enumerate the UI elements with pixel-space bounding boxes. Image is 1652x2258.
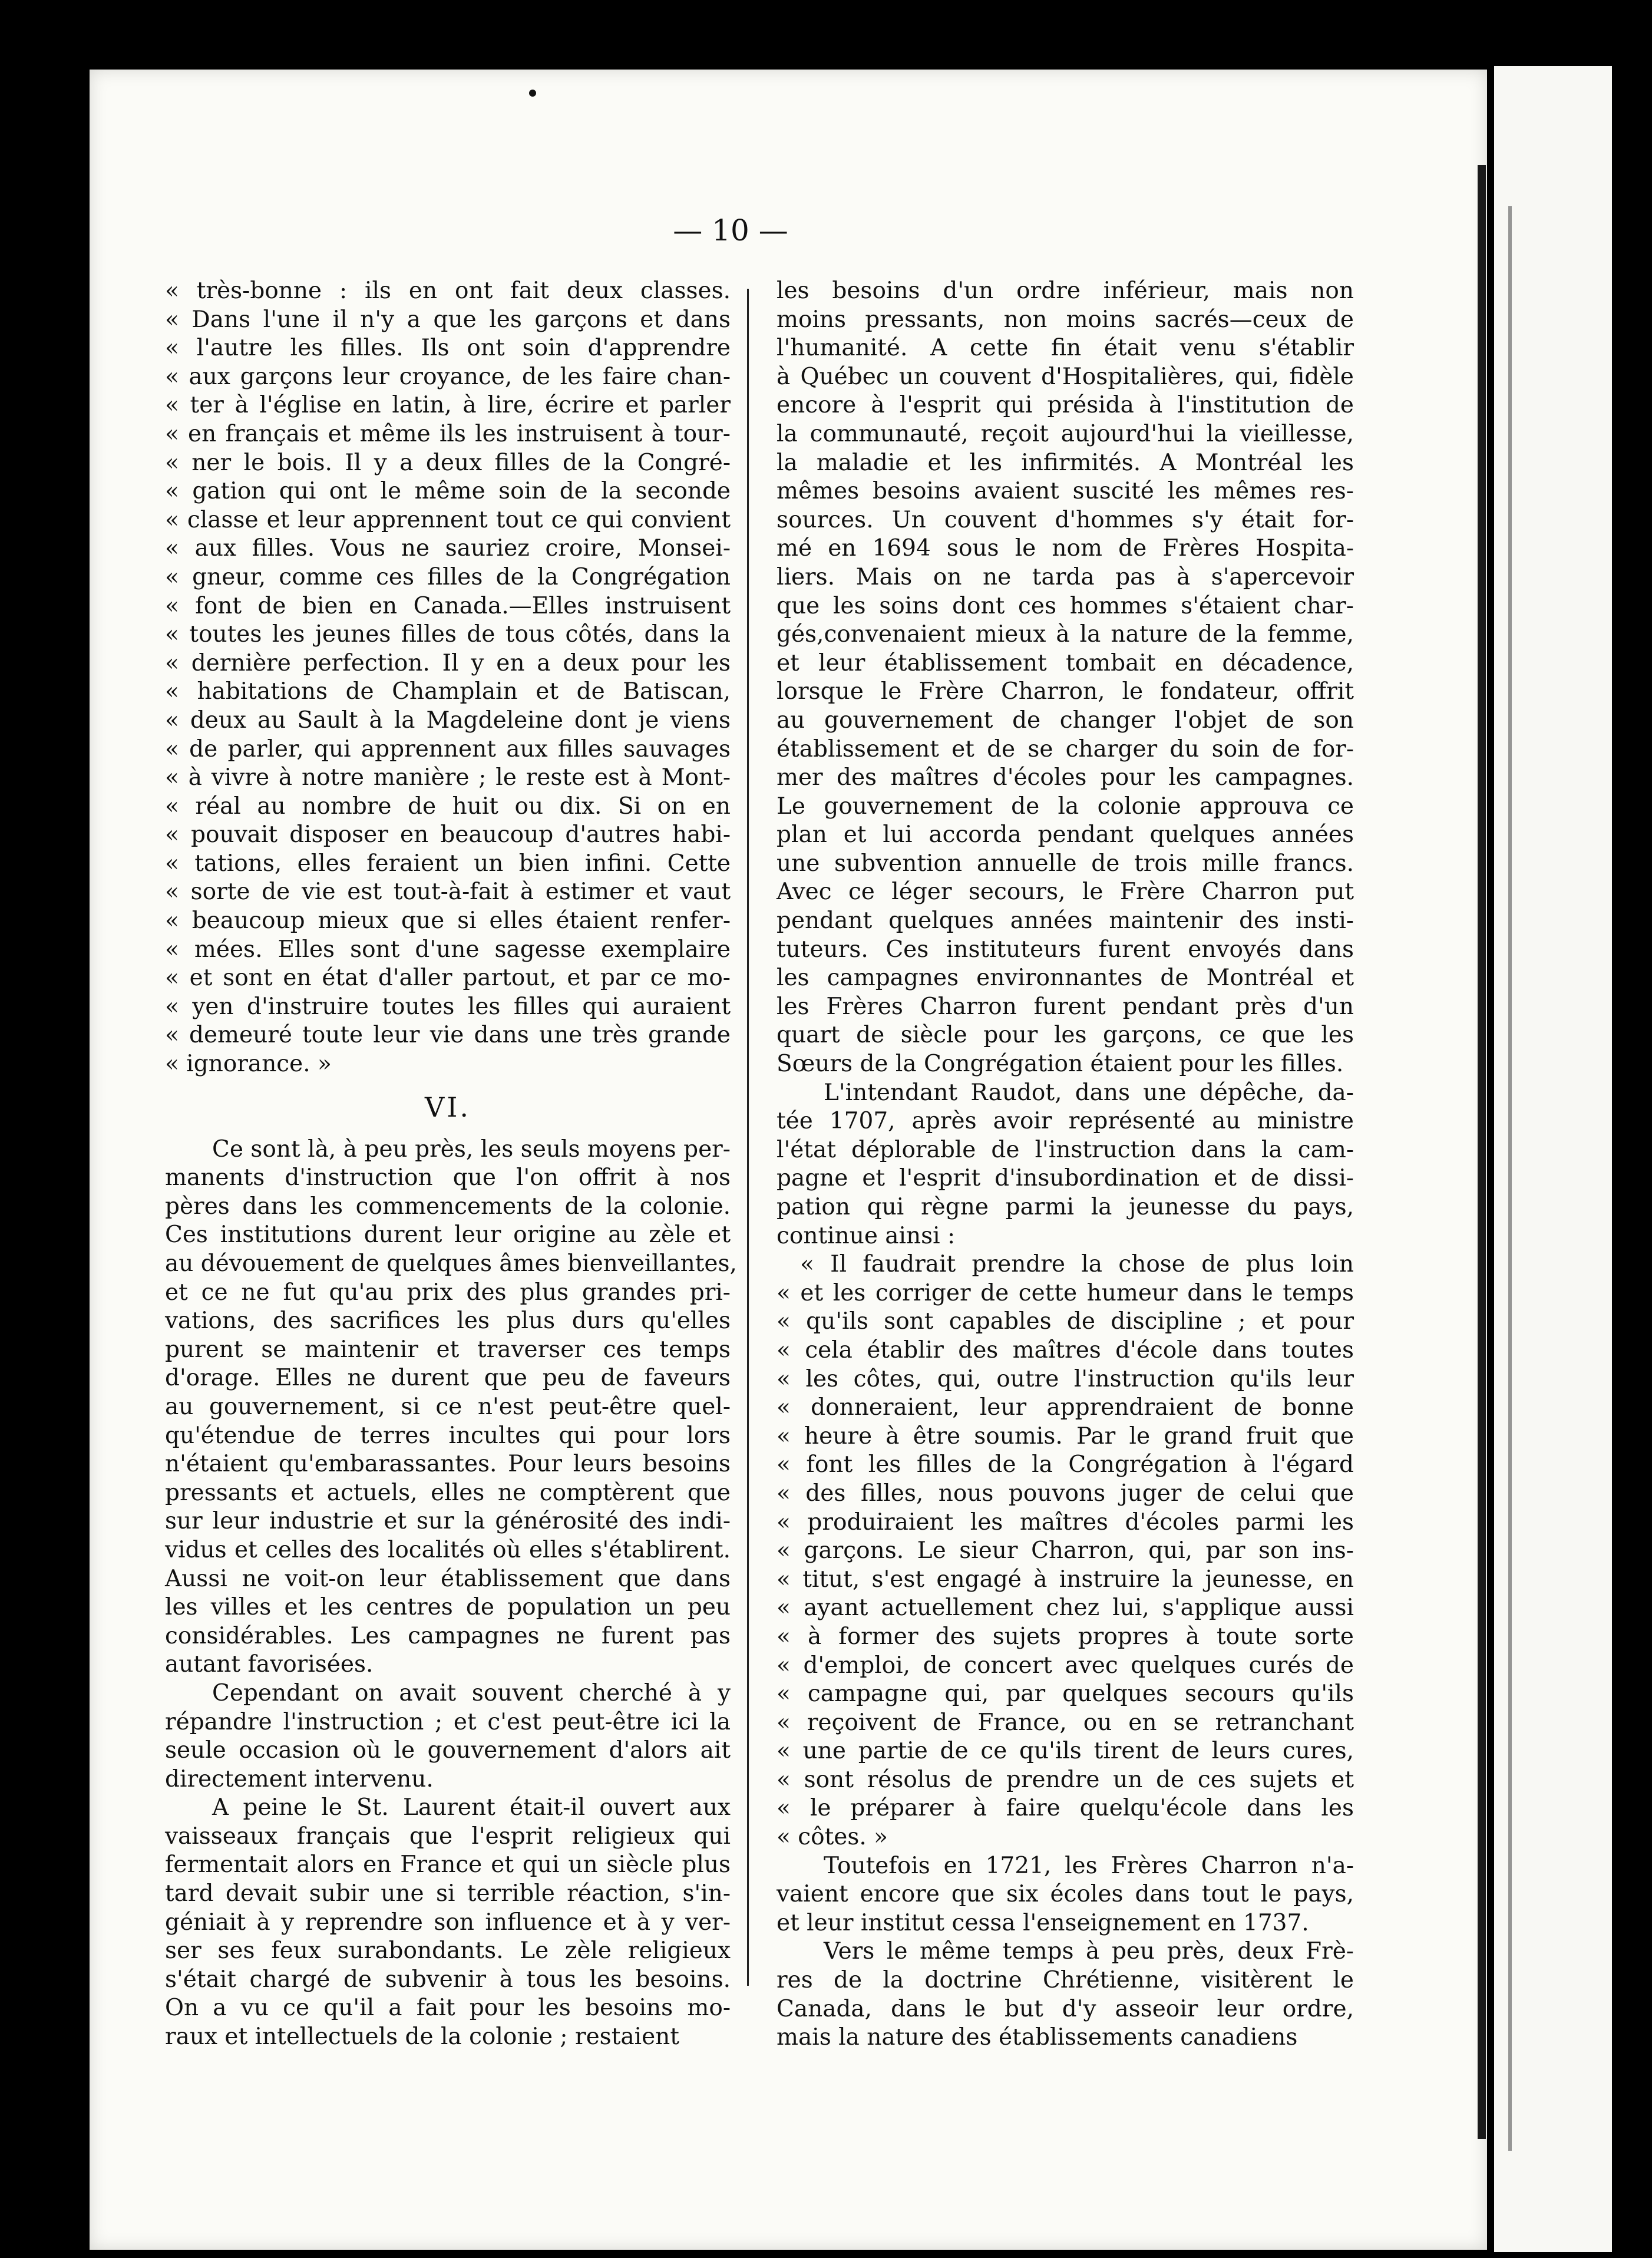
text-line: s'était chargé de subvenir à tous les besoins. bbox=[165, 1966, 731, 1993]
facing-page-edge bbox=[1508, 206, 1512, 2151]
quote-block-1 bbox=[165, 277, 731, 1079]
paragraph-3 bbox=[165, 1794, 731, 2051]
page-edge-shadow bbox=[1478, 165, 1486, 2139]
text-line: à Québec un couvent d'Hospitalières, qui, fidèle bbox=[777, 363, 1354, 390]
text-line: raux et intellectuels de la colonie ; restaient bbox=[165, 2023, 679, 2051]
text-line: « gation qui ont le même soin de la seconde bbox=[165, 478, 731, 505]
text-line: « deux au Sault à la Magdeleine dont je viens bbox=[165, 707, 731, 734]
text-line: « pouvait disposer en beaucoup d'autres habi- bbox=[165, 821, 731, 849]
text-line: pation qui règne parmi la jeunesse du pays, bbox=[777, 1194, 1354, 1220]
text-line: encore à l'esprit qui présida à l'institution de bbox=[777, 392, 1354, 419]
text-line: pagne et l'esprit d'insubordination et de dissi- bbox=[777, 1165, 1354, 1192]
left-column bbox=[165, 277, 737, 2052]
text-line: et ce ne fut qu'au prix des plus grandes pri- bbox=[165, 1279, 731, 1306]
text-line: « tations, elles feraient un bien infini. Cette bbox=[165, 850, 731, 877]
text-line: géniait à y reprendre son influence et à y ver- bbox=[165, 1909, 731, 1936]
text-line: que les soins dont ces hommes s'étaient char- bbox=[777, 592, 1354, 619]
text-line: d'orage. Elles ne durent que peu de faveurs bbox=[165, 1365, 731, 1392]
paragraph-7 bbox=[777, 1937, 1354, 2052]
text-line: fermentait alors en France et qui un siècle plus bbox=[165, 1851, 731, 1879]
text-line: les besoins d'un ordre inférieur, mais non bbox=[777, 278, 1354, 304]
text-line: directement intervenu. bbox=[165, 1765, 434, 1792]
text-line: « les côtes, qui, outre l'instruction qu'ils leur bbox=[777, 1365, 1354, 1392]
text-line: et leur institut cessa l'enseignement en 1737. bbox=[777, 1909, 1309, 1936]
text-line: établissement et de se charger du soin de for- bbox=[777, 735, 1354, 762]
text-line: « mées. Elles sont d'une sagesse exemplaire bbox=[165, 936, 731, 963]
text-line: plan et lui accorda pendant quelques années bbox=[777, 821, 1354, 849]
text-line: « d'emploi, de concert avec quelques curés de bbox=[777, 1652, 1354, 1679]
text-line: pères dans les commencements de la colonie. bbox=[165, 1193, 731, 1220]
text-line: « des filles, nous pouvons juger de celui que bbox=[777, 1480, 1354, 1507]
text-line: « Dans l'une il n'y a que les garçons et dans bbox=[165, 306, 731, 333]
text-line: tée 1707, après avoir représenté au ministre bbox=[777, 1108, 1354, 1135]
text-line: liers. Mais on ne tarda pas à s'apercevoir bbox=[777, 563, 1354, 590]
paragraph-1 bbox=[165, 1135, 737, 1679]
text-line: « campagne qui, par quelques secours qu'ils bbox=[777, 1681, 1354, 1708]
text-line: « Il faudrait prendre la chose de plus loin bbox=[800, 1251, 1354, 1278]
text-line: « à vivre à notre manière ; le reste est à Mont- bbox=[165, 764, 731, 791]
text-line: seule occasion où le gouvernement d'alors ait bbox=[165, 1737, 731, 1764]
text-line: On a vu ce qu'il a fait pour les besoins mo- bbox=[165, 1995, 731, 2022]
text-line: « de parler, qui apprennent aux filles sauvages bbox=[165, 735, 731, 762]
text-line: vaient encore que six écoles dans tout le pays, bbox=[777, 1881, 1354, 1908]
text-line: purent se maintenir et traverser ces temps bbox=[165, 1336, 731, 1363]
text-line: au gouvernement, si ce n'est peut-être quel- bbox=[165, 1393, 731, 1420]
text-line: « l'autre les filles. Ils ont soin d'apprendre bbox=[165, 335, 731, 362]
text-line: « sorte de vie est tout-à-fait à estimer et vaut bbox=[165, 879, 731, 906]
text-line: « dernière perfection. Il y en a deux pour les bbox=[165, 649, 731, 676]
paragraph-4 bbox=[777, 277, 1354, 1079]
text-line: les campagnes environnantes de Montréal et bbox=[777, 965, 1354, 992]
text-line: les villes et les centres de population un peu bbox=[165, 1594, 731, 1621]
text-line: « gneur, comme ces filles de la Congrégation bbox=[165, 563, 731, 590]
right-column bbox=[777, 277, 1354, 2052]
facing-page-strip bbox=[1494, 66, 1612, 2252]
text-line: la communauté, reçoit aujourd'hui la vieillesse, bbox=[777, 420, 1354, 447]
column-divider bbox=[747, 289, 749, 1986]
text-line: sur leur industrie et sur la générosité des indi- bbox=[165, 1508, 731, 1535]
text-line: répandre l'instruction ; et c'est peut-être ici la bbox=[165, 1708, 731, 1735]
text-line: manents d'instruction que l'on offrit à nos bbox=[165, 1164, 731, 1191]
text-line: l'état déplorable de l'instruction dans la cam- bbox=[777, 1136, 1354, 1163]
text-line: tard devait subir une si terrible réaction, s'in- bbox=[165, 1880, 731, 1907]
text-line: « ignorance. » bbox=[165, 1051, 332, 1078]
text-line: Ce sont là, à peu près, les seuls moyens per- bbox=[212, 1135, 731, 1163]
text-line: « produiraient les maîtres d'écoles parmi les bbox=[777, 1508, 1354, 1536]
page-number: — 10 — bbox=[673, 213, 788, 247]
text-line: considérables. Les campagnes ne furent pas bbox=[165, 1622, 731, 1649]
text-line: vidus et celles des localités où elles s'établirent. bbox=[165, 1536, 731, 1563]
text-line: les Frères Charron furent pendant près d'un bbox=[777, 993, 1354, 1020]
text-line: quart de siècle pour les garçons, ce que les bbox=[777, 1022, 1354, 1049]
text-line: « à former des sujets propres à toute sorte bbox=[777, 1623, 1354, 1650]
text-line: Aussi ne voit-on leur établissement que dans bbox=[165, 1565, 731, 1592]
text-line: l'humanité. A cette fin était venu s'établir bbox=[777, 335, 1354, 362]
text-line: « demeuré toute leur vie dans une très grande bbox=[165, 1022, 731, 1049]
text-line: « très-bonne : ils en ont fait deux classes. bbox=[165, 278, 731, 304]
text-line: « classe et leur apprennent tout ce qui convient bbox=[165, 506, 731, 533]
text-line: « le préparer à faire quelqu'école dans les bbox=[777, 1795, 1354, 1822]
text-line: A peine le St. Laurent était-il ouvert aux bbox=[212, 1794, 731, 1821]
text-line: n'étaient qu'embarassantes. Pour leurs besoins bbox=[165, 1451, 731, 1478]
text-line: vations, des sacrifices les plus durs qu'elles bbox=[165, 1308, 731, 1335]
text-line: « aux filles. Vous ne sauriez croire, Monsei- bbox=[165, 535, 731, 562]
text-line: Canada, dans le but d'y asseoir leur ordre, bbox=[777, 1995, 1354, 2022]
text-line: « reçoivent de France, ou en se retranchant bbox=[777, 1709, 1354, 1736]
text-line: « et sont en état d'aller partout, et par ce mo- bbox=[165, 965, 731, 992]
text-line: Vers le même temps à peu près, deux Frè- bbox=[824, 1938, 1354, 1965]
text-line: « qu'ils sont capables de discipline ; et pour bbox=[777, 1308, 1354, 1335]
text-line: qu'étendue de terres incultes qui pour lors bbox=[165, 1422, 731, 1449]
paragraph-5 bbox=[777, 1079, 1354, 1251]
text-line: autant favorisées. bbox=[165, 1651, 374, 1678]
text-line: « toutes les jeunes filles de tous côtés, dans la bbox=[165, 621, 731, 648]
text-line: ser ses feux surabondants. Le zèle religieux bbox=[165, 1937, 731, 1965]
text-line: « et les corriger de cette humeur dans le temps bbox=[777, 1279, 1354, 1306]
text-line: et leur établissement tombait en décadence, bbox=[777, 649, 1354, 676]
text-line: Avec ce léger secours, le Frère Charron put bbox=[777, 879, 1354, 906]
text-line: Cependant on avait souvent cherché à y bbox=[212, 1679, 731, 1706]
text-line: « donneraient, leur apprendraient de bonne bbox=[777, 1394, 1354, 1421]
text-line: Toutefois en 1721, les Frères Charron n'a- bbox=[824, 1852, 1354, 1879]
text-line: pendant quelques années maintenir des insti- bbox=[777, 907, 1354, 935]
text-line: « ayant actuellement chez lui, s'applique aussi bbox=[777, 1595, 1354, 1622]
text-line: « réal au nombre de huit ou dix. Si on en bbox=[165, 793, 731, 820]
text-line: « côtes. » bbox=[777, 1824, 888, 1851]
text-line: lorsque le Frère Charron, le fondateur, offrit bbox=[777, 678, 1354, 705]
text-line: « habitations de Champlain et de Batiscan, bbox=[165, 678, 731, 705]
text-line: « ter à l'église en latin, à lire, écrire et parler bbox=[165, 392, 731, 419]
text-line: continue ainsi : bbox=[777, 1222, 956, 1249]
text-line: « aux garçons leur croyance, de les faire chan- bbox=[165, 363, 731, 390]
text-line: « une partie de ce qu'ils tirent de leurs cures, bbox=[777, 1738, 1354, 1765]
paragraph-6 bbox=[777, 1852, 1354, 1938]
text-line: « en français et même ils les instruisent à tour- bbox=[165, 420, 731, 447]
text-line: res de la doctrine Chrétienne, visitèrent le bbox=[777, 1967, 1354, 1994]
text-line: sources. Un couvent d'hommes s'y était for- bbox=[777, 506, 1354, 533]
text-line: mais la nature des établissements canadiens bbox=[777, 2024, 1298, 2051]
text-line: gés,convenaient mieux à la nature de la femme, bbox=[777, 621, 1354, 648]
text-line: « titut, s'est engagé à instruire la jeunesse, en bbox=[777, 1566, 1354, 1593]
text-line: « beaucoup mieux que si elles étaient renfer- bbox=[165, 907, 731, 935]
text-line: « font de bien en Canada.—Elles instruisent bbox=[165, 592, 731, 619]
text-line: mer des maîtres d'écoles pour les campagnes. bbox=[777, 764, 1354, 791]
text-line: « heure à être soumis. Par le grand fruit que bbox=[777, 1422, 1354, 1450]
text-line: « sont résolus de prendre un de ces sujets et bbox=[777, 1766, 1354, 1793]
text-line: mé en 1694 sous le nom de Frères Hospita- bbox=[777, 535, 1354, 562]
text-line: Ces institutions durent leur origine au zèle et bbox=[165, 1222, 731, 1249]
text-line: « cela établir des maîtres d'école dans toutes bbox=[777, 1336, 1354, 1364]
text-line: tuteurs. Ces instituteurs furent envoyés dans bbox=[777, 936, 1354, 963]
text-line: L'intendant Raudot, dans une dépêche, da- bbox=[824, 1079, 1354, 1106]
ink-speck bbox=[529, 90, 536, 97]
quote-block-2 bbox=[777, 1250, 1354, 1851]
text-line: une subvention annuelle de trois mille francs. bbox=[777, 850, 1354, 877]
text-line: au dévouement de quelques âmes bienveillantes, bbox=[165, 1250, 737, 1277]
text-line: mêmes besoins avaient suscité les mêmes res- bbox=[777, 478, 1354, 505]
text-line: « yen d'instruire toutes les filles qui auraient bbox=[165, 993, 731, 1020]
text-line: « ner le bois. Il y a deux filles de la Congré- bbox=[165, 449, 731, 476]
text-line: moins pressants, non moins sacrés—ceux de bbox=[777, 306, 1354, 333]
paragraph-2 bbox=[165, 1679, 731, 1794]
text-line: « font les filles de la Congrégation à l'égard bbox=[777, 1451, 1354, 1478]
text-line: Le gouvernement de la colonie approuva ce bbox=[777, 793, 1354, 820]
text-line: pressants et actuels, elles ne comptèrent que bbox=[165, 1479, 731, 1506]
text-line: Sœurs de la Congrégation étaient pour les filles. bbox=[777, 1051, 1344, 1078]
text-line: la maladie et les infirmités. A Montréal les bbox=[777, 449, 1354, 476]
text-line: vaisseaux français que l'esprit religieux qui bbox=[165, 1823, 731, 1850]
section-heading: VI. bbox=[424, 1091, 471, 1123]
text-line: « garçons. Le sieur Charron, qui, par son ins- bbox=[777, 1537, 1354, 1564]
text-line: au gouvernement de changer l'objet de son bbox=[777, 707, 1354, 734]
